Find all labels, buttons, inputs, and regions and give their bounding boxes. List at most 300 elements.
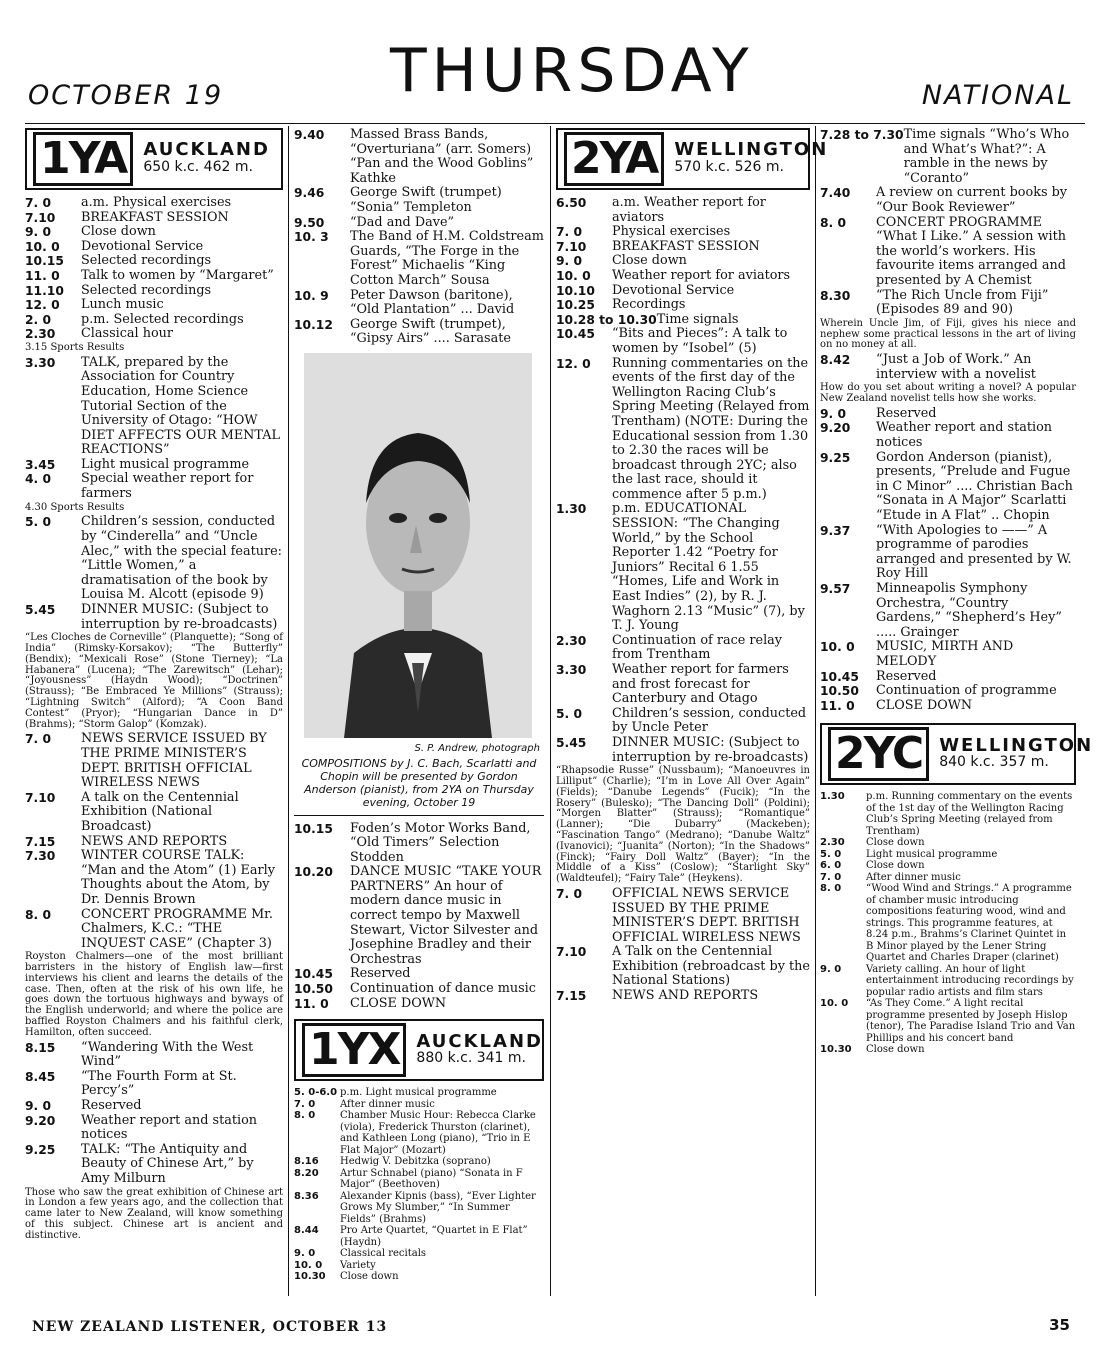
programme-entry xyxy=(294,1260,544,1272)
programme-time: 9.25 xyxy=(820,450,851,465)
station-city: AUCKLAND xyxy=(143,139,270,161)
programme-time: 11.10 xyxy=(25,283,64,298)
programme-list-2ya-cont xyxy=(820,128,1076,713)
programme-entry xyxy=(820,407,1076,422)
programme-entry xyxy=(820,849,1076,861)
programme-entry xyxy=(820,860,1076,872)
programme-time: 10.45 xyxy=(294,967,333,982)
programme-note: Those who saw the great exhibition of Chinese art in London a few years ago, and the collection that came later to New Zealand, will know something of this subject. Chinese art is ancient and distinctive. xyxy=(25,1186,283,1241)
page-title: THURSDAY xyxy=(390,36,754,106)
programme-description: Alexander Kipnis (bass), “Ever Lighter Grows My Slumber,” “In Summer Fields” (Brahms) xyxy=(340,1190,536,1225)
station-logo: 1YA xyxy=(33,132,133,186)
programme-entry xyxy=(294,1248,544,1260)
programme-time: 7.28 to 7.30 xyxy=(820,128,904,142)
programme-entry xyxy=(556,313,810,328)
programme-description: CONCERT PROGRAMME Mr. Chalmers, K.C.: “THE INQUEST CASE” (Chapter 3) xyxy=(81,906,273,951)
programme-entry xyxy=(294,1225,544,1248)
programme-description: p.m. EDUCATIONAL SESSION: “The Changing World,” by the School Reporter 1.42 “Poetry for Juniors” Recital 6 1.55 “Homes, Life and Work in East Indies” (2), by R. J. Waghorn 2.13 “Music” (7), by T. J. Young xyxy=(612,501,805,634)
programme-description: Devotional Service xyxy=(612,282,735,298)
programme-description: George Swift (trumpet), “Gipsy Airs” .... Sarasate xyxy=(350,316,511,347)
programme-entry xyxy=(294,128,544,186)
programme-time: 9.46 xyxy=(294,186,325,201)
programme-entry xyxy=(25,269,283,284)
programme-description: Continuation of programme xyxy=(876,683,1057,699)
programme-note: Royston Chalmers—one of the most brilliant barristers in the history of English law—first interviews his client and learns the details of the case. Then, often at the risk of his own life, he goes down the tortuous highways and byways of the English underworld; and where the police are baffled Royston Chalmers and his faithful clerk, Hamilton, often succeed. xyxy=(25,951,283,1038)
programme-entry xyxy=(820,1044,1076,1056)
programme-entry xyxy=(820,353,1076,382)
column-divider xyxy=(550,126,551,1296)
programme-description: a.m. Physical exercises xyxy=(81,195,232,210)
programme-entry xyxy=(25,356,283,458)
programme-entry xyxy=(294,1271,544,1283)
programme-entry xyxy=(556,196,810,225)
station-header-1ya xyxy=(25,128,283,190)
programme-entry xyxy=(820,872,1076,884)
programme-entry xyxy=(25,849,283,907)
programme-entry xyxy=(556,284,810,299)
programme-entry xyxy=(820,289,1076,318)
programme-entry xyxy=(294,1110,544,1156)
programme-description: Selected recordings xyxy=(81,282,212,298)
programme-description: Continuation of race relay from Trentham xyxy=(612,632,783,663)
programme-time: 10. 3 xyxy=(294,230,329,245)
programme-time: 8. 0 xyxy=(820,883,842,895)
programme-time: 7. 0 xyxy=(294,1098,316,1110)
programme-description: Physical exercises xyxy=(612,224,731,240)
programme-description: Light musical programme xyxy=(81,456,250,472)
programme-description: WINTER COURSE TALK: “Man and the Atom” (1) Early Thoughts about the Atom, by Dr. Dennis Brown xyxy=(81,848,275,907)
programme-description: a.m. Weather report for aviators xyxy=(612,195,766,225)
programme-entry xyxy=(25,1041,283,1070)
programme-description: Reserved xyxy=(350,966,411,982)
programme-description: “Wood Wind and Strings.” A programme of chamber music introducing compositions featuring wood, wind and strings. This programme features, at 8.24 p.m., Brahms’s Clarinet Quintet in B Minor played by the Lener String Quartet and Charles Draper (clarinet) xyxy=(866,883,1072,964)
programme-time: 10. 0 xyxy=(820,640,855,655)
programme-note: “Rhapsodie Russe” (Nussbaum); “Manoeuvres in Lilliput” (Charlie); “I’m in Love All Over Again” (Fields); “Danube Legends” (Fucik); “In the Rosery” (Bulesko); “The Dancing Doll” (Poldini); “Morgen Blatter” (Strauss); “Romantique” (Lanner); “Die Dubarry” (Mackeben); “Fascination Tango” (Medrano); “Danube Waltz” (Ivanovici); “Juanita” (Norton); “In the Shadows” (Finck); “Fairy Doll Waltz” (Bayer); “In the Middle of a Kiss” (Coslow); “Starlight Sky” (Waldteufel); “Fairy Tale” (Heykens). xyxy=(556,765,810,885)
programme-time: 10. 0 xyxy=(556,268,591,283)
programme-time: 10.12 xyxy=(294,317,333,332)
programme-entry xyxy=(25,196,283,211)
header-network: NATIONAL xyxy=(921,80,1074,111)
programme-description: A talk on the Centennial Exhibition (National Broadcast) xyxy=(81,789,239,834)
programme-time: 7. 0 xyxy=(556,886,583,901)
programme-description: “The Rich Uncle from Fiji” (Episodes 89 and 90) xyxy=(876,287,1049,318)
programme-time: 9.20 xyxy=(25,1113,56,1128)
programme-description: Artur Schnabel (piano) “Sonata in F Major” (Beethoven) xyxy=(340,1167,523,1191)
programme-description: Minneapolis Symphony Orchestra, “Country Gardens,” “Shepherd’s Hey” ..... Grainger xyxy=(876,581,1062,640)
programme-description: Classical recitals xyxy=(340,1248,427,1260)
programme-time: 8.16 xyxy=(294,1156,319,1168)
programme-entry xyxy=(556,240,810,255)
programme-entry xyxy=(25,908,283,952)
programme-time: 9.50 xyxy=(294,215,325,230)
programme-description: Running commentaries on the events of the first day of the Wellington Racing Club’s Spring Meeting (Relayed from Trentham) (NOTE: During the Educational session from 1.30 to 2.30 the races will be broadcast through 2YC; also the last race, should it commence after 5 p.m.) xyxy=(612,355,810,502)
programme-time: 7.15 xyxy=(25,834,56,849)
programme-time: 8.15 xyxy=(25,1040,56,1055)
programme-entry xyxy=(25,284,283,299)
programme-entry xyxy=(294,1156,544,1168)
programme-description: “Bits and Pieces”: A talk to women by “Isobel” (5) xyxy=(612,326,788,356)
programme-description: CONCERT PROGRAMME “What I Like.” A session with the world’s workers. His favourite items arranged and presented by A Chemist xyxy=(876,214,1066,288)
programme-time: 10.30 xyxy=(294,1271,326,1283)
header-rule xyxy=(25,123,1085,124)
programme-time: 6.50 xyxy=(556,196,587,210)
programme-time: 8.45 xyxy=(25,1069,56,1084)
programme-entry xyxy=(820,837,1076,849)
column-4 xyxy=(820,127,1094,1056)
programme-time: 7. 0 xyxy=(820,871,842,883)
programme-time: 10. 9 xyxy=(294,288,329,303)
programme-note: How do you set about writing a novel? A popular New Zealand novelist tells how she works. xyxy=(820,382,1076,405)
programme-description: After dinner music xyxy=(340,1098,435,1110)
programme-entry xyxy=(556,327,810,356)
programme-time: 7. 0 xyxy=(25,196,52,210)
programme-entry xyxy=(556,707,810,736)
programme-description: Hedwig V. Debitzka (soprano) xyxy=(340,1156,491,1168)
programme-entry xyxy=(556,502,810,633)
programme-list-1ya-cont xyxy=(294,128,544,347)
programme-time: 7.10 xyxy=(556,945,587,960)
programme-description: Close down xyxy=(866,860,925,872)
programme-time: 9. 0 xyxy=(556,254,583,269)
programme-time: 7.10 xyxy=(25,210,56,225)
programme-time: 12. 0 xyxy=(556,356,591,371)
programme-time: 2. 0 xyxy=(25,312,52,327)
programme-time: 7.30 xyxy=(25,849,56,864)
programme-description: Devotional Service xyxy=(81,238,204,254)
programme-description: Time signals xyxy=(656,311,739,327)
programme-entry xyxy=(25,211,283,226)
programme-description: Massed Brass Bands, “Overturiana” (arr. Somers) “Pan and the Wood Goblins” Kathke xyxy=(350,127,534,186)
programme-description: Gordon Anderson (pianist), presents, “Prelude and Fugue in C Minor” .... Christian Bach “Sonata in A Major” Scarlatti “Etude in A Flat” .. Chopin xyxy=(876,449,1073,524)
programme-time: 10.50 xyxy=(820,684,859,699)
programme-entry xyxy=(820,791,1076,837)
programme-time: 7.15 xyxy=(556,989,587,1004)
programme-time: 2.30 xyxy=(556,633,587,648)
programme-entry xyxy=(820,883,1076,964)
header-date: OCTOBER 19 xyxy=(28,80,224,111)
programme-description: Reserved xyxy=(876,405,937,421)
programme-time: 9. 0 xyxy=(25,1099,52,1114)
programme-description: Close down xyxy=(866,1044,925,1056)
programme-entry xyxy=(294,186,544,215)
programme-entry xyxy=(820,640,1076,669)
programme-time: 8.36 xyxy=(294,1190,319,1202)
programme-time: 5.45 xyxy=(25,603,56,618)
programme-time: 7. 0 xyxy=(25,732,52,747)
programme-time: 10.45 xyxy=(556,327,595,342)
station-frequency: 880 k.c. 341 m. xyxy=(416,1050,526,1067)
programme-time: 3.45 xyxy=(25,457,56,472)
photo-caption: COMPOSITIONS by J. C. Bach, Scarlatti and Chopin will be presented by Gordon Anderson (pianist), from 2YA on Thursday evening, October 19 xyxy=(294,757,544,816)
station-logo: 1YX xyxy=(302,1023,406,1077)
programme-time: 8.42 xyxy=(820,353,851,368)
programme-description: Selected recordings xyxy=(81,253,212,269)
programme-description: Pro Arte Quartet, “Quartet in E Flat” (Haydn) xyxy=(340,1225,528,1248)
programme-time: 6. 0 xyxy=(820,860,842,872)
station-logo: 2YA xyxy=(564,132,664,186)
programme-description: George Swift (trumpet) “Sonia” Templeton xyxy=(350,185,502,215)
portrait-image xyxy=(304,353,532,738)
photo-credit: S. P. Andrew, photograph xyxy=(414,742,540,754)
station-city: AUCKLAND xyxy=(416,1030,543,1052)
programme-time: 10.15 xyxy=(294,821,333,836)
programme-description: Weather report and station notices xyxy=(876,420,1053,451)
programme-entry xyxy=(294,289,544,318)
programme-entry xyxy=(25,327,283,342)
programme-description: DANCE MUSIC “TAKE YOUR PARTNERS” An hour of modern dance music in correct tempo by Maxwell Stewart, Victor Silvester and Josephine Bradley and their Orchestras xyxy=(350,864,542,967)
programme-description: OFFICIAL NEWS SERVICE ISSUED BY THE PRIME MINISTER’S DEPT. BRITISH OFFICIAL WIRELESS NEWS xyxy=(612,885,801,945)
programme-description: Variety calling. An hour of light entertainment introducing recordings by popular radio artists and film stars xyxy=(866,963,1074,998)
programme-entry xyxy=(294,318,544,347)
programme-time: 8.20 xyxy=(294,1167,319,1179)
programme-time: 8. 0 xyxy=(294,1110,316,1122)
programme-description: Continuation of dance music xyxy=(350,981,536,997)
programme-description: A review on current books by “Our Book Reviewer” xyxy=(876,185,1068,215)
programme-entry xyxy=(294,216,544,231)
programme-time: 10.10 xyxy=(556,283,595,298)
programme-time: 8. 0 xyxy=(820,215,847,230)
station-city: WELLINGTON xyxy=(939,734,1094,756)
programme-description: TALK, prepared by the Association for Country Education, Home Science Tutorial Section of the University of Otago: “HOW DIET AFFECTS OUR MENTAL REACTIONS” xyxy=(81,354,280,458)
programme-entry xyxy=(820,451,1076,524)
programme-time: 5.45 xyxy=(556,735,587,750)
programme-entry xyxy=(556,945,810,989)
programme-note: 3.15 Sports Results xyxy=(25,341,125,353)
programme-time: 10.50 xyxy=(294,982,333,997)
programme-description: CLOSE DOWN xyxy=(876,697,973,713)
programme-entry xyxy=(25,1143,283,1187)
programme-description: Variety xyxy=(340,1259,376,1271)
programme-entry xyxy=(294,230,544,288)
programme-description: p.m. Selected recordings xyxy=(81,311,244,327)
programme-list-1yx xyxy=(294,1087,544,1283)
station-frequency: 840 k.c. 357 m. xyxy=(939,754,1049,771)
programme-entry xyxy=(820,186,1076,215)
programme-description: “Just a Job of Work.” An interview with a novelist xyxy=(876,352,1036,382)
station-frequency: 650 k.c. 462 m. xyxy=(143,159,253,175)
programme-description: Classical hour xyxy=(81,326,174,342)
programme-entry xyxy=(820,998,1076,1044)
programme-time: 8.30 xyxy=(820,288,851,303)
programme-time: 9.20 xyxy=(820,421,851,436)
programme-time: 9.57 xyxy=(820,582,851,597)
programme-note: Wherein Uncle Jim, of Fiji, gives his niece and nephew some practical lessons in the art of living on no money at all. xyxy=(820,317,1076,351)
station-header-2yc xyxy=(820,723,1094,785)
programme-time: 9. 0 xyxy=(294,1248,316,1260)
programme-time: 2.30 xyxy=(25,327,56,342)
programme-time: 5. 0 xyxy=(820,848,842,860)
programme-time: 9. 0 xyxy=(820,963,842,975)
programme-entry xyxy=(820,524,1076,582)
programme-description: Chamber Music Hour: Rebecca Clarke (viola), Frederick Thurston (clarinet), and Kathleen Long (piano), “Trio in E Flat Major” (Mozart) xyxy=(340,1110,536,1156)
programme-entry xyxy=(556,634,810,663)
programme-time: 9.40 xyxy=(294,128,325,142)
programme-entry xyxy=(25,1070,283,1099)
programme-entry xyxy=(294,1168,544,1191)
programme-entry xyxy=(25,298,283,313)
column-3 xyxy=(556,128,829,1004)
programme-time: 10.25 xyxy=(556,298,595,313)
programme-description: Reserved xyxy=(81,1098,142,1114)
programme-description: “The Fourth Form at St. Percy’s” xyxy=(81,1068,237,1099)
programme-entry xyxy=(25,458,283,473)
programme-entry xyxy=(294,997,544,1012)
programme-description: Foden’s Motor Works Band, “Old Timers” Selection Stodden xyxy=(350,820,531,865)
programme-entry xyxy=(294,865,544,967)
programme-time: 9. 0 xyxy=(25,225,52,240)
programme-entry xyxy=(294,967,544,982)
programme-description: Children’s session, conducted by Uncle Peter xyxy=(612,705,807,736)
programme-entry xyxy=(294,982,544,997)
programme-entry xyxy=(820,964,1076,999)
programme-entry xyxy=(294,1191,544,1226)
programme-time: 10.20 xyxy=(294,865,333,880)
programme-entry xyxy=(556,225,810,240)
programme-description: BREAKFAST SESSION xyxy=(612,238,760,254)
programme-time: 10. 0 xyxy=(25,239,60,254)
portrait-photo xyxy=(304,353,532,738)
programme-entry xyxy=(294,1099,544,1111)
programme-entry xyxy=(294,1087,544,1099)
programme-entry xyxy=(820,684,1076,699)
programme-description: Special weather report for farmers xyxy=(81,471,254,502)
programme-description: Time signals “Who’s Who and What’s What?”: A ramble in the news by “Coranto” xyxy=(903,127,1070,186)
programme-time: 7.40 xyxy=(820,186,851,201)
station-header-1yx xyxy=(294,1019,544,1081)
programme-list-2yc xyxy=(820,791,1076,1056)
programme-entry xyxy=(25,515,283,603)
programme-entry xyxy=(25,240,283,255)
programme-description: MUSIC, MIRTH AND MELODY xyxy=(876,639,1014,669)
programme-description: NEWS AND REPORTS xyxy=(81,833,228,849)
programme-entry xyxy=(556,887,810,945)
programme-description: After dinner music xyxy=(866,871,961,883)
programme-time: 11. 0 xyxy=(294,996,329,1011)
programme-time: 5. 0-6.0 xyxy=(294,1087,338,1099)
programme-entry xyxy=(25,732,283,790)
programme-entry xyxy=(25,1099,283,1114)
programme-entry xyxy=(25,603,283,632)
programme-description: Weather report and station notices xyxy=(81,1112,258,1143)
station-frequency: 570 k.c. 526 m. xyxy=(674,159,784,175)
programme-entry xyxy=(556,254,810,269)
programme-description: Close down xyxy=(866,837,925,849)
programme-description: Weather report for farmers and frost forecast for Canterbury and Otago xyxy=(612,662,789,707)
programme-time: 10.45 xyxy=(820,669,859,684)
station-city: WELLINGTON xyxy=(674,139,829,161)
programme-entry xyxy=(556,269,810,284)
programme-time: 9.37 xyxy=(820,523,851,538)
programme-entry xyxy=(820,699,1076,714)
programme-description: Close down xyxy=(81,224,156,240)
station-header-2ya xyxy=(556,128,829,190)
programme-entry xyxy=(820,128,1076,186)
programme-time: 8.44 xyxy=(294,1225,319,1237)
programme-time: 7.10 xyxy=(556,239,587,254)
column-1 xyxy=(25,128,283,1244)
programme-time: 11. 0 xyxy=(25,268,60,283)
programme-description: Children’s session, conducted by “Cinderella” and “Uncle Alec,” with the special feature: “Little Women,” a dramatisation of the book by Louisa M. Alcott (episode 9) xyxy=(81,514,282,603)
programme-description: TALK: “The Antiquity and Beauty of Chinese Art,” by Amy Milburn xyxy=(81,1141,254,1187)
programme-time: 10.15 xyxy=(25,254,64,269)
programme-time: 10.30 xyxy=(820,1044,852,1056)
programme-time: 7. 0 xyxy=(556,225,583,240)
programme-time: 12. 0 xyxy=(25,298,60,313)
programme-list-1ya xyxy=(25,196,283,1242)
programme-time: 11. 0 xyxy=(820,698,855,713)
programme-description: p.m. Running commentary on the events of the 1st day of the Wellington Racing Club’s Spring Meeting (relayed from Trentham) xyxy=(866,791,1073,837)
footer-publication: NEW ZEALAND LISTENER, OCTOBER 13 xyxy=(32,1319,388,1335)
programme-entry xyxy=(556,989,810,1004)
programme-description: Weather report for aviators xyxy=(612,267,791,283)
programme-entry xyxy=(820,421,1076,450)
programme-description: “Wandering With the West Wind” xyxy=(81,1039,254,1070)
programme-list-2ya xyxy=(556,196,810,1004)
programme-description: Recordings xyxy=(612,297,686,313)
programme-time: 8. 0 xyxy=(25,907,52,922)
programme-time: 9.25 xyxy=(25,1142,56,1157)
programme-time: 7.10 xyxy=(25,790,56,805)
programme-time: 4. 0 xyxy=(25,472,52,487)
programme-description: Close down xyxy=(340,1271,399,1283)
column-2 xyxy=(294,128,544,1283)
programme-description: DINNER MUSIC: (Subject to interruption by re-broadcasts) xyxy=(612,734,809,765)
programme-list-1ya-late xyxy=(294,822,544,1012)
programme-time: 9. 0 xyxy=(820,406,847,421)
programme-entry xyxy=(25,472,283,501)
programme-note: “Les Cloches de Corneville” (Planquette); “Song of India” (Rimsky-Korsakov); “The Butterfly” (Bendix); “Mexicali Rose” (Stone Tierney); “La Habanera” (Lucena); “The Zarewitsch” (Lehar); “Joyousness” (Haydn Wood); “Doctrinen” (Strauss); “Be Embraced Ye Millions” (Strauss); “Lightning Switch” (Alford); “A Coon Band Contest” (Pryor); “Hungarian Dance in D” (Brahms); “Storm Galop” (Komzak). xyxy=(25,632,284,730)
programme-entry xyxy=(25,313,283,328)
page-number: 35 xyxy=(1049,1316,1070,1334)
programme-entry xyxy=(294,822,544,866)
programme-entry xyxy=(25,835,283,850)
programme-entry xyxy=(556,298,810,313)
programme-description: NEWS SERVICE ISSUED BY THE PRIME MINISTER’S DEPT. BRITISH OFFICIAL WIRELESS NEWS xyxy=(81,731,267,791)
programme-entry xyxy=(820,670,1076,685)
programme-description: Lunch music xyxy=(81,297,164,313)
programme-entry xyxy=(25,1114,283,1143)
station-logo: 2YC xyxy=(828,727,929,781)
programme-description: The Band of H.M. Coldstream Guards, “The Forge in the Forest” Michaelis “King Cotton March” Sousa xyxy=(350,229,544,288)
programme-entry xyxy=(820,216,1076,289)
programme-description: Light musical programme xyxy=(866,848,998,860)
programme-description: CLOSE DOWN xyxy=(350,995,447,1011)
programme-time: 5. 0 xyxy=(556,706,583,721)
programme-entry xyxy=(556,663,810,707)
programme-description: BREAKFAST SESSION xyxy=(81,209,229,225)
programme-description: Peter Dawson (baritone), “Old Plantation” ... David xyxy=(350,287,515,318)
programme-time: 2.30 xyxy=(820,837,845,849)
column-divider xyxy=(288,126,289,1296)
programme-description: NEWS AND REPORTS xyxy=(612,988,759,1004)
programme-time: 3.30 xyxy=(556,663,587,677)
programme-description: Reserved xyxy=(876,668,937,684)
programme-entry xyxy=(556,357,810,503)
programme-description: “With Apologies to ——” A programme of parodies arranged and presented by W. Roy Hill xyxy=(876,522,1072,582)
column-divider xyxy=(815,126,816,1296)
programme-time: 5. 0 xyxy=(25,515,52,530)
programme-description: “Dad and Dave” xyxy=(350,214,455,230)
programme-time: 3.30 xyxy=(25,355,56,370)
programme-time: 10. 0 xyxy=(294,1259,323,1271)
programme-description: Close down xyxy=(612,253,687,269)
programme-time: 1.30 xyxy=(556,502,587,517)
programme-entry xyxy=(25,254,283,269)
programme-time: 10. 0 xyxy=(820,998,849,1010)
programme-description: Talk to women by “Margaret” xyxy=(81,267,274,283)
programme-entry xyxy=(556,736,810,765)
programme-entry xyxy=(25,791,283,835)
